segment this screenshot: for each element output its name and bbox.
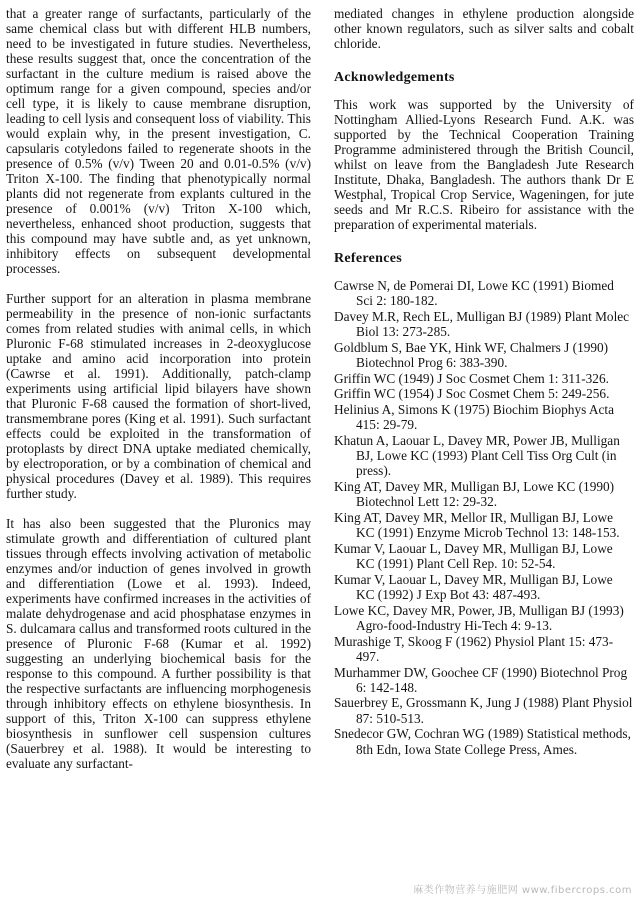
- reference-item: Khatun A, Laouar L, Davey MR, Power JB, Mulligan BJ, Lowe KC (1993) Plant Cell Tiss Org Cult (in press).: [334, 433, 620, 479]
- reference-item: Sauerbrey E, Grossmann K, Jung J (1988) Plant Physiol 87: 510-513.: [334, 695, 633, 726]
- body-paragraph: It has also been suggested that the Pluronics may stimulate growth and differentiation of cultured plant tissues through effects involving activation of metabolic enzymes and/or induction of genes involved in growth and differentiation (Lowe et al. 1993). Indeed, experiments have confirmed increases in the activities of malate dehydrogenase and acid phosphatase enzymes in S. dulcamara callus and transformed roots cultured in the presence of Pluronic F-68 (Kumar et al. 1992) suggesting an underlying biochemical basis for the response to this compound. A further possibility is that the respective surfactants are influencing morphogenesis through inhibitory effects on ethylene biosynthesis. In support of this, Triton X-100 can suppress ethylene biosynthesis in sunflower cell suspension cultures (Sauerbrey et al. 1988). It would be interesting to evaluate any surfactant-: [6, 516, 311, 771]
- reference-item: Lowe KC, Davey MR, Power, JB, Mulligan BJ (1993) Agro-food-Industry Hi-Tech 4: 9-13.: [334, 602, 624, 633]
- reference-list: [334, 278, 634, 757]
- right-column: [334, 6, 634, 757]
- acknowledgements-text: This work was supported by the University of Nottingham Allied-Lyons Research Fund. A.K. was supported by the Technical Cooperation Training Programme administered through the British Council, whilst on leave from the Bangladesh Jute Research Institute, Dhaka, Bangladesh. The authors thank Dr E Westphal, Tropical Crop Service, Wageningen, for jute seeds and Mr R.C.S. Ribeiro for assistance with the preparation of experimental materials.: [334, 97, 634, 232]
- references-heading: References: [334, 251, 403, 266]
- continuation-paragraph: mediated changes in ethylene production alongside other known regulators, such as silver salts and cobalt chloride.: [334, 6, 634, 51]
- acknowledgements-heading: Acknowledgements: [334, 70, 455, 85]
- reference-item: Davey M.R, Rech EL, Mulligan BJ (1989) Plant Molec Biol 13: 273-285.: [334, 308, 630, 340]
- reference-item: Murashige T, Skoog F (1962) Physiol Plant 15: 473-497.: [334, 633, 614, 664]
- reference-item: Griffin WC (1949) J Soc Cosmet Chem 1: 311-326.: [334, 370, 609, 386]
- reference-item: King AT, Davey MR, Mulligan BJ, Lowe KC (1990) Biotechnol Lett 12: 29-32.: [334, 479, 615, 510]
- site-watermark: 麻类作物营养与施肥网 www.fibercrops.com: [413, 885, 632, 896]
- reference-item: Cawrse N, de Pomerai DI, Lowe KC (1991) Biomed Sci 2: 180-182.: [334, 278, 614, 309]
- reference-item: Helinius A, Simons K (1975) Biochim Biophys Acta 415: 29-79.: [334, 402, 614, 433]
- reference-item: Snedecor GW, Cochran WG (1989) Statistical methods, 8th Edn, Iowa State College Press, Ames.: [334, 726, 631, 757]
- reference-item: Kumar V, Laouar L, Davey MR, Mulligan BJ, Lowe KC (1992) J Exp Bot 43: 487-493.: [334, 571, 613, 603]
- reference-item: Kumar V, Laouar L, Davey MR, Mulligan BJ, Lowe KC (1991) Plant Cell Rep. 10: 52-54.: [334, 540, 613, 572]
- reference-item: Griffin WC (1954) J Soc Cosmet Chem 5: 249-256.: [334, 386, 610, 402]
- left-column: [6, 6, 311, 771]
- reference-item: Goldblum S, Bae YK, Hink WF, Chalmers J (1990) Biotechnol Prog 6: 383-390.: [334, 339, 609, 371]
- reference-item: Murhammer DW, Goochee CF (1990) Biotechnol Prog 6: 142-148.: [334, 664, 628, 695]
- body-paragraph: that a greater range of surfactants, particularly of the same chemical class but with different HLB numbers, need to be investigated in future studies. Nevertheless, these results suggest that, once the concentration of the surfactant in the culture medium is raised above the optimum range for a given compound, species and/or cell type, it is likely to cause membrane disruption, leading to cell lysis and consequent loss of viability. This would explain why, in the present investigation, C. capsularis cotyledons failed to regenerate shoots in the presence of 0.5% (v/v) Tween 20 and 0.01-0.5% (v/v) Triton X-100. The finding that phenotypically normal plants did not regenerate from explants cultured in the presence of 0.001% (v/v) Triton X-100 which, nevertheless, enhanced shoot production, suggests that this compound may have subtle and, as yet unknown, inhibitory effects on subsequent developmental processes.: [6, 6, 311, 276]
- reference-item: King AT, Davey MR, Mellor IR, Mulligan BJ, Lowe KC (1991) Enzyme Microb Technol 13: 148-153.: [334, 510, 620, 541]
- body-paragraph: Further support for an alteration in plasma membrane permeability in the presence of non-ionic surfactants comes from related studies with animal cells, in which Pluronic F-68 stimulated increases in 2-deoxyglucose uptake and amino acid incorporation into protein (Cawrse et al. 1991). Additionally, patch-clamp experiments using artificial lipid bilayers have shown that Pluronic F-68 caused the formation of short-lived, transmembrane pores (King et al. 1991). Such surfactant effects could be exploited in the transformation of protoplasts by direct DNA uptake mediated chemically, by electroporation, or by a combination of chemical and physical procedures (Davey et al. 1989). This requires further study.: [6, 291, 311, 501]
